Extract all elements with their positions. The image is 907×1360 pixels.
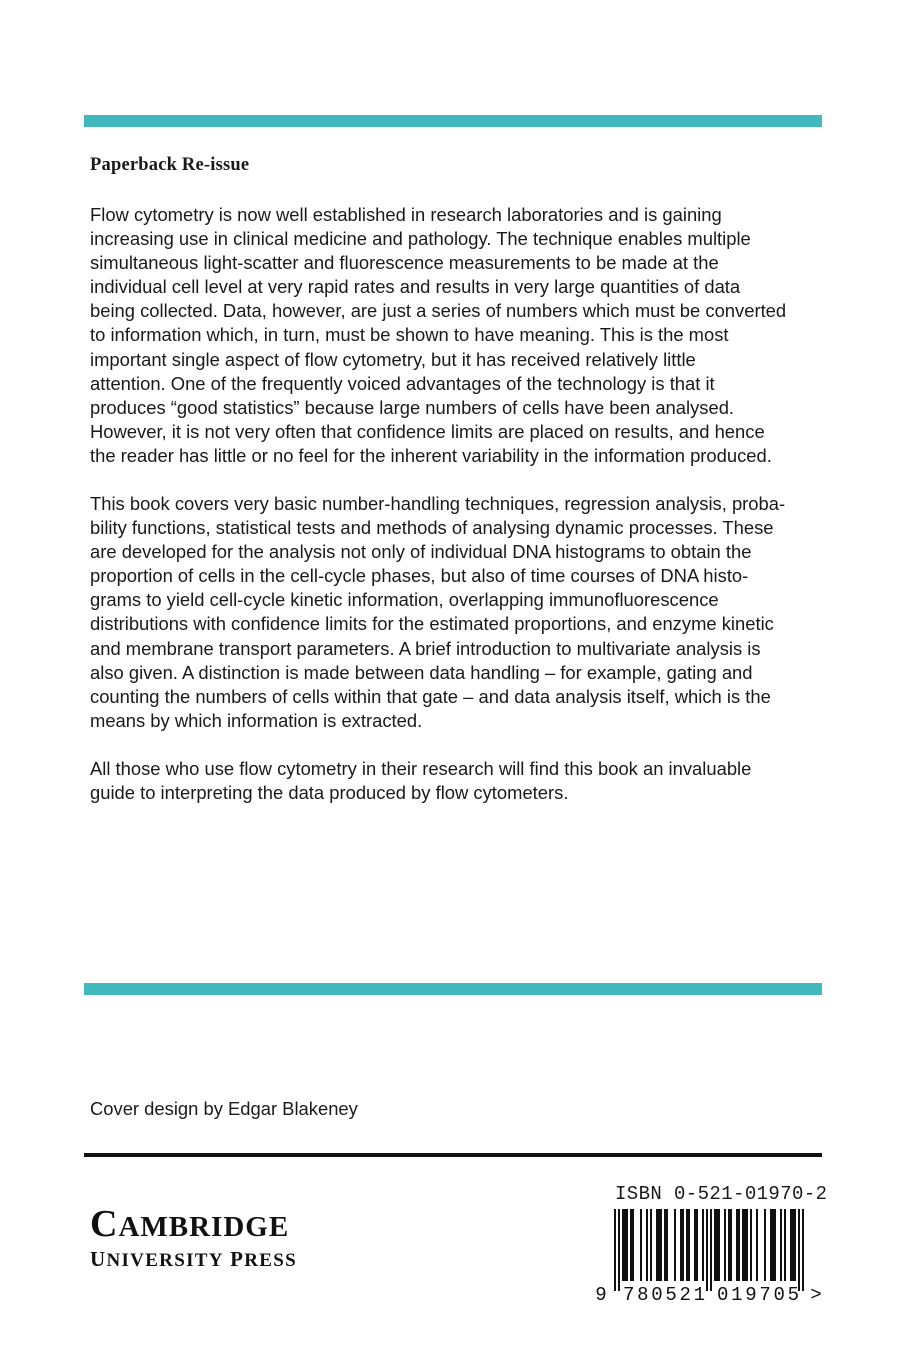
barcode-bar [694,1209,696,1281]
text-line: This book covers very basic number-handling techniques, regression analysis, proba- [90,493,786,514]
barcode-bar [794,1209,796,1281]
publisher-subname: UNIVERSITY PRESS [90,1247,297,1271]
text-line: distributions with confidence limits for the estimated proportions, and enzyme kinetic [90,613,774,635]
barcode-bar [728,1209,730,1281]
barcode-bar [682,1209,684,1281]
barcode-bar [774,1209,776,1281]
barcode-bar [772,1209,774,1281]
barcode-bar [630,1209,632,1281]
barcode-bar [674,1209,676,1281]
barcode-bar [802,1209,804,1291]
text-line: and membrane transport parameters. A brief introduction to multivariate analysis is [90,637,761,659]
text-line: grams to yield cell-cycle kinetic information, overlapping immunofluorescence [90,589,719,611]
text-line: important single aspect of flow cytometry, but it has received relatively little [90,348,696,370]
text-line: also given. A distinction is made between data handling – for example, gating and [90,661,753,683]
barcode-bar [744,1209,746,1281]
text-line: increasing use in clinical medicine and pathology. The technique enables multiple [90,228,751,250]
text-line: being collected. Data, however, are just a series of numbers which must be converted [90,300,787,322]
paragraph-intro [90,203,826,468]
barcode-bar [784,1209,786,1281]
text-line: the reader has little or no feel for the inherent variability in the information produced. [90,444,772,466]
barcode-bar [710,1209,712,1291]
barcode-bar [626,1209,628,1281]
isbn-barcode [592,1209,824,1305]
paragraph-audience [90,757,826,805]
barcode-bar [738,1209,740,1281]
barcode-bar [798,1209,800,1291]
section-heading: Paperback Re-issue [90,155,250,175]
barcode-bar [640,1209,642,1281]
barcode-bar [724,1209,726,1281]
text-line: proportion of cells in the cell-cycle phases, but also of time courses of DNA histo- [90,565,749,587]
text-line: simultaneous light-scatter and fluorescence measurements to be made at the [90,252,719,274]
text-line: guide to interpreting the data produced by flow cytometers. [90,782,569,804]
publisher-name: CAMBRIDGE [90,1203,290,1245]
text-line: means by which information is extracted. [90,709,423,731]
barcode-bars [614,1209,804,1291]
barcode-bar [780,1209,782,1281]
barcode-bar [658,1209,660,1281]
footer-rule [84,1153,822,1157]
barcode-bar [706,1209,708,1291]
text-line: are developed for the analysis not only of individual DNA histograms to obtain the [90,541,752,563]
barcode-bar [770,1209,772,1281]
text-line: All those who use flow cytometry in their research will find this book an invaluable [90,758,752,779]
barcode-bar [746,1209,748,1281]
barcode-bar [622,1209,624,1281]
barcode-bar [702,1209,704,1281]
barcode-bar [764,1209,766,1281]
text-line: produces “good statistics” because large numbers of cells have been analysed. [90,396,735,418]
barcode-bar [714,1209,716,1281]
barcode-bar [696,1209,698,1281]
barcode-right-digits: 019705 [717,1284,799,1305]
barcode-left-digits: 780521 [623,1284,705,1305]
barcode-bar [736,1209,738,1281]
barcode-first-digit: 9 [595,1284,607,1305]
cover-credit: Cover design by Edgar Blakeney [90,1098,358,1119]
isbn-label: ISBN 0-521-01970-2 [615,1183,828,1205]
barcode-bar [614,1209,616,1291]
barcode-bar [688,1209,690,1281]
barcode-bar [650,1209,652,1281]
barcode-bar [790,1209,792,1281]
barcode-bar [756,1209,758,1281]
text-line: bility functions, statistical tests and methods of analysing dynamic processes. These [90,517,774,539]
publisher-logo [90,1205,297,1272]
barcode-bar [664,1209,666,1281]
barcode-bar [742,1209,744,1281]
middle-accent-rule [84,983,822,995]
text-line: counting the numbers of cells within that gate – and data analysis itself, which is the [90,685,771,707]
barcode-bar [618,1209,620,1291]
barcode-bar [680,1209,682,1281]
text-line: Flow cytometry is now well established in research laboratories and is gaining [90,204,722,225]
barcode-bar [792,1209,794,1281]
barcode-bar [656,1209,658,1281]
top-accent-rule [84,115,822,127]
barcode-bar [646,1209,648,1281]
barcode-bar [730,1209,732,1281]
text-line: to information which, in turn, must be shown to have meaning. This is the most [90,324,729,346]
paragraph-contents [90,492,826,733]
text-line: attention. One of the frequently voiced advantages of the technology is that it [90,372,715,394]
barcode-bar [716,1209,718,1281]
text-line: individual cell level at very rapid rates and results in very large quantities of data [90,276,741,298]
barcode-bar [750,1209,752,1281]
barcode-bar [660,1209,662,1281]
barcode-quiet-mark: > [810,1284,822,1305]
barcode-bar [718,1209,720,1281]
barcode-bar [686,1209,688,1281]
barcode-bar [666,1209,668,1281]
text-line: However, it is not very often that confidence limits are placed on results, and hence [90,420,765,442]
barcode-bar [632,1209,634,1281]
barcode-bar [624,1209,626,1281]
